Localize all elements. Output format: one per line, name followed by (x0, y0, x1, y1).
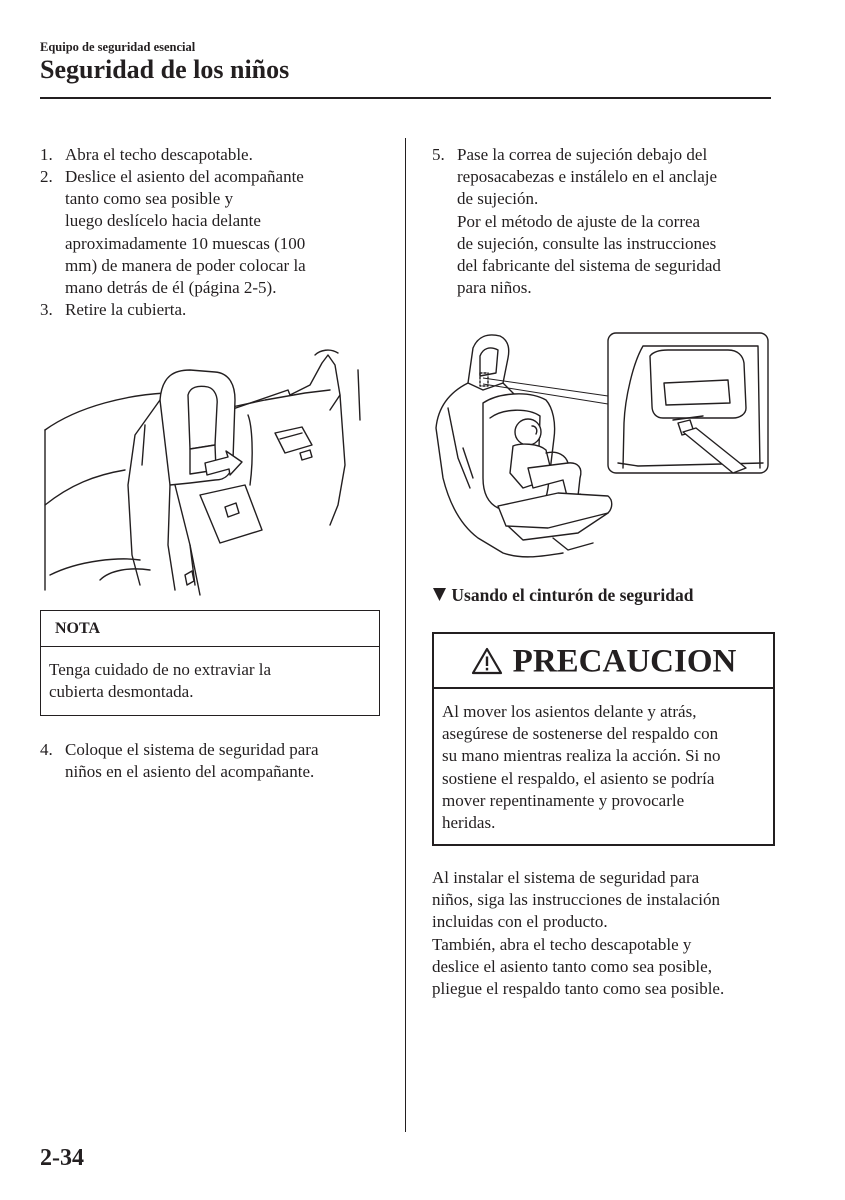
step-text: del fabricante del sistema de seguridad (457, 256, 721, 276)
step-2 (40, 166, 306, 299)
step-text: para niños. (457, 278, 532, 298)
step-1 (40, 144, 253, 166)
paragraph-text: pliegue el respaldo tanto como sea posible. (432, 979, 725, 999)
step-number: 1. (40, 145, 53, 164)
page-title: Seguridad de los niños (40, 55, 290, 84)
step-text: mano detrás de él (página 2-5). (65, 278, 277, 298)
caution-text: heridas. (442, 813, 496, 833)
caution-text: su mano mientras realiza la acción. Si no (442, 746, 721, 766)
step-text: reposacabezas e instálelo en el anclaje (457, 167, 718, 187)
triangle-down-icon (432, 587, 447, 602)
paragraph-text: deslice el asiento tanto como sea posible, (432, 956, 712, 976)
seat-cover-illustration (40, 345, 380, 600)
note-text: Tenga cuidado de no extraviar la (49, 660, 272, 679)
step-text: Retire la cubierta. (65, 300, 187, 319)
column-divider (405, 138, 406, 1132)
note-text: cubierta desmontada. (49, 682, 194, 702)
caution-text: Al mover los asientos delante y atrás, (442, 702, 697, 721)
step-text: Abra el techo descapotable. (65, 145, 253, 164)
step-text: mm) de manera de poder colocar la (65, 255, 306, 275)
install-paragraph (432, 867, 724, 1000)
paragraph-text: incluidas con el producto. (432, 912, 608, 932)
caution-title: PRECAUCION (512, 643, 737, 680)
subheading-text: Usando el cinturón de seguridad (451, 585, 694, 605)
paragraph-text: niños, siga las instrucciones de instalación (432, 890, 720, 910)
step-text: luego deslícelo hacia delante (65, 211, 261, 231)
caution-text: sostiene el respaldo, el asiento se podría (442, 768, 715, 788)
caution-text: mover repentinamente y provocarle (442, 790, 685, 810)
step-5 (432, 144, 721, 299)
step-text: Pase la correa de sujeción debajo del (457, 145, 708, 164)
step-text: aproximadamente 10 muescas (100 (65, 233, 306, 253)
caution-heading (434, 634, 773, 689)
step-3 (40, 299, 186, 321)
seatbelt-subheading (432, 585, 694, 606)
step-text: de sujeción. (457, 189, 539, 209)
child-seat-tether-illustration (428, 328, 773, 570)
caution-box (432, 632, 775, 846)
warning-triangle-icon (471, 647, 503, 675)
step-number: 5. (432, 145, 445, 164)
note-box (40, 610, 380, 716)
note-heading: NOTA (41, 611, 379, 647)
step-text: Deslice el asiento del acompañante (65, 167, 304, 186)
step-text: niños en el asiento del acompañante. (65, 762, 315, 782)
step-number: 3. (40, 300, 53, 319)
paragraph-text: También, abra el techo descapotable y (432, 934, 692, 954)
step-number: 2. (40, 167, 53, 186)
note-body (41, 647, 379, 703)
paragraph-text: Al instalar el sistema de seguridad para (432, 868, 700, 887)
page-number: 2-34 (40, 1145, 84, 1171)
title-divider (40, 97, 771, 99)
step-number: 4. (40, 740, 53, 759)
step-text: de sujeción, consulte las instrucciones (457, 233, 717, 253)
section-label: Equipo de seguridad esencial (40, 40, 196, 54)
caution-text: asegúrese de sostenerse del respaldo con (442, 724, 719, 744)
caution-body (434, 689, 773, 834)
step-text: tanto como sea posible y (65, 189, 234, 209)
step-4 (40, 739, 319, 783)
step-text: Por el método de ajuste de la correa (457, 211, 701, 231)
step-text: Coloque el sistema de seguridad para (65, 740, 319, 759)
